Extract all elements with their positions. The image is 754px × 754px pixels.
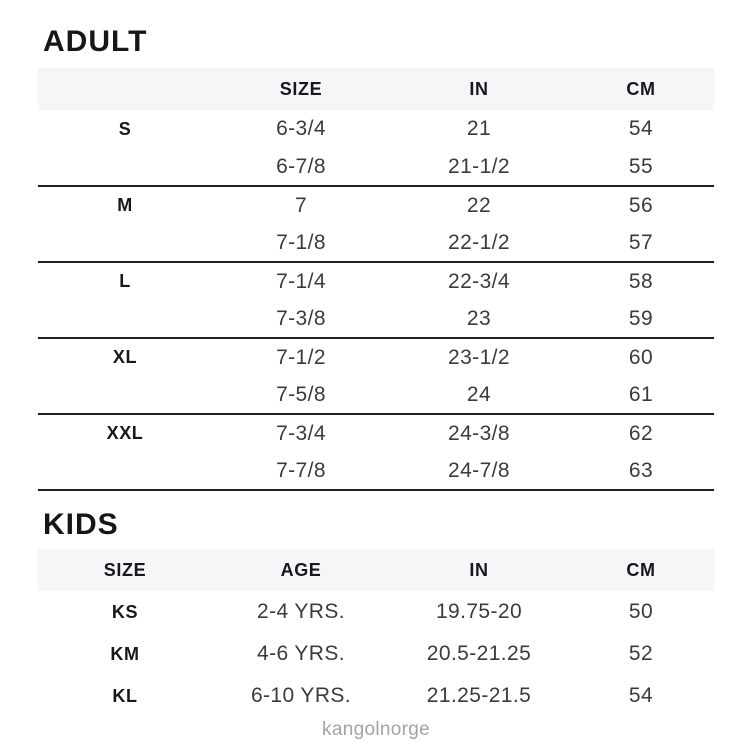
- table-row: [38, 452, 714, 490]
- in-value: 22: [466, 193, 492, 217]
- table-row: [38, 186, 714, 224]
- age-value: 2-4 YRS.: [256, 600, 346, 623]
- in-value: 24-3/8: [448, 421, 510, 445]
- size-value: 6-3/4: [276, 117, 326, 140]
- table-row: [38, 300, 714, 338]
- size-group-label: KS: [111, 601, 139, 622]
- cm-value: 52: [628, 642, 654, 665]
- table-row: [38, 414, 714, 452]
- cm-value: 61: [568, 376, 714, 414]
- size-value: 7-5/8: [212, 376, 390, 414]
- watermark-text: kangolnorge: [322, 719, 430, 740]
- adult-header-in: IN: [390, 68, 568, 110]
- table-row: [38, 110, 714, 148]
- size-value: 6-7/8: [212, 148, 390, 186]
- adult-header-size: SIZE: [212, 68, 390, 110]
- size-group-label: S: [118, 118, 132, 139]
- size-value: 7-1/8: [212, 224, 390, 262]
- size-value: 7-3/8: [212, 300, 390, 338]
- in-value: 23: [390, 300, 568, 338]
- table-row: [38, 675, 714, 717]
- in-value: 24-7/8: [390, 452, 568, 490]
- adult-table-header-row: [38, 68, 714, 110]
- in-value: 23-1/2: [448, 345, 510, 369]
- size-group-label: M: [117, 195, 133, 215]
- size-value: 7-3/4: [276, 421, 326, 445]
- cm-value: 59: [568, 300, 714, 338]
- cm-value: 63: [568, 452, 714, 490]
- size-group-label: KL: [112, 685, 138, 706]
- cm-value: 58: [628, 269, 654, 293]
- size-value: 7: [294, 193, 308, 217]
- in-value: 22-1/2: [390, 224, 568, 262]
- age-value: 6-10 YRS.: [250, 684, 352, 707]
- table-row: [38, 376, 714, 414]
- size-value: 7-1/2: [276, 345, 326, 369]
- size-value: 7-1/4: [276, 269, 326, 293]
- kids-header-age: AGE: [212, 549, 390, 591]
- size-value: 7-7/8: [212, 452, 390, 490]
- cm-value: 50: [628, 600, 654, 623]
- table-row: [38, 338, 714, 376]
- size-group-label: XXL: [106, 423, 144, 443]
- in-value: 24: [390, 376, 568, 414]
- adult-size-table: [38, 68, 714, 491]
- in-value: 21.25-21.5: [426, 684, 532, 707]
- kids-size-table: [38, 549, 714, 717]
- kids-table-header-row: [38, 549, 714, 591]
- cm-value: 62: [628, 421, 654, 445]
- adult-header-blank: [38, 68, 212, 110]
- age-value: 4-6 YRS.: [256, 642, 346, 665]
- kids-section-heading: KIDS: [43, 508, 119, 541]
- cm-value: 56: [628, 193, 654, 217]
- table-row: [38, 224, 714, 262]
- in-value: 21-1/2: [390, 148, 568, 186]
- table-row: [38, 591, 714, 633]
- cm-value: 54: [628, 117, 654, 140]
- cm-value: 54: [628, 684, 654, 707]
- cm-value: 57: [568, 224, 714, 262]
- in-value: 20.5-21.25: [426, 642, 532, 665]
- table-row: [38, 633, 714, 675]
- kids-header-cm: CM: [568, 549, 714, 591]
- adult-section-heading: ADULT: [43, 25, 148, 58]
- kids-header-in: IN: [390, 549, 568, 591]
- table-row: [38, 262, 714, 300]
- size-group-label: L: [119, 271, 131, 291]
- kids-header-size: SIZE: [38, 549, 212, 591]
- table-row: [38, 148, 714, 186]
- size-group-label: XL: [112, 347, 138, 367]
- in-value: 19.75-20: [435, 600, 523, 623]
- in-value: 21: [466, 117, 492, 140]
- adult-header-cm: CM: [568, 68, 714, 110]
- cm-value: 55: [568, 148, 714, 186]
- in-value: 22-3/4: [448, 269, 510, 293]
- size-group-label: KM: [110, 643, 140, 664]
- cm-value: 60: [628, 345, 654, 369]
